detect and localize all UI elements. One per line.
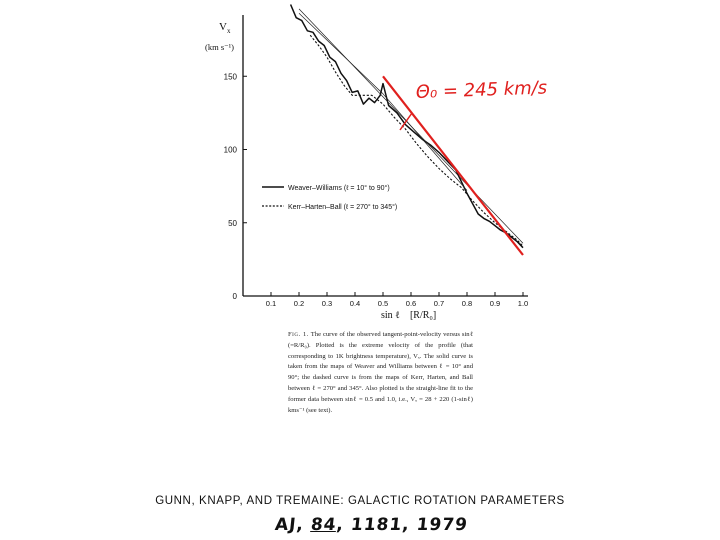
legend-label-weaver-williams: Weaver–Williams (ℓ = 10° to 90°) (288, 185, 390, 192)
reference-rest: , 1181, 1979 (335, 515, 469, 535)
y-tick-label: 50 (228, 218, 237, 228)
journal-reference (274, 515, 469, 535)
x-tick-label: 0.6 (405, 299, 417, 308)
x-tick-label: 0.3 (321, 299, 333, 308)
x-tick-label: 0.8 (461, 299, 473, 308)
y-axis-title: $V_x$ (219, 21, 231, 35)
chart-axes (243, 15, 528, 296)
y-tick-label: 150 (223, 72, 237, 82)
x-tick-label: 0.1 (265, 299, 277, 308)
x-tick-label: 0.9 (489, 299, 501, 308)
series-line-red-4 (383, 76, 523, 255)
figure-label: Fig. 1. (288, 331, 309, 338)
y-tick-label: 0 (232, 292, 237, 301)
legend-label-kerr-harten-ball: Kerr–Harten–Ball (ℓ = 270° to 345°) (288, 204, 398, 211)
chart-legend (262, 184, 397, 211)
x-tick-label: 0.7 (433, 299, 445, 308)
figure-caption (288, 330, 473, 416)
figure-caption-text: The curve of the observed tangent-point-velocity versus sinℓ (=R/R₀). Plotted is the extreme velocity of the profile (that corresponding to 1K brightness temperature), Vₓ. The solid curve is taken from the maps of Weaver and Williams between ℓ = 10° and 90°; the dashed curve is from the maps of Kerr, Harten, and Ball between ℓ = 270° and 345°. Also plotted is the straight-line fit to the former data between sinℓ = 0.5 and 1.0, i.e., Vₓ = 28 + 220 (1-sinℓ) kms⁻¹ (see text). (288, 331, 474, 414)
x-tick-label: 1.0 (517, 299, 529, 308)
x-ticks (266, 292, 528, 308)
x-tick-label: 0.4 (349, 299, 361, 308)
theta-annotation: Θ₀ = 245 km/s (415, 77, 548, 103)
reference-volume: 84 (309, 515, 338, 535)
series-layer (291, 5, 523, 256)
x-tick-label: 0.2 (293, 299, 305, 308)
y-tick-label: 100 (223, 145, 237, 155)
y-axis-unit: (km s⁻¹) (205, 42, 234, 52)
x-tick-label: 0.5 (377, 299, 389, 308)
paper-title: GUNN, KNAPP, AND TREMAINE: GALACTIC ROTATION PARAMETERS (155, 495, 565, 507)
reference-prefix: AJ, (273, 515, 312, 535)
x-axis-title: sin ℓ [R/R₀] (381, 310, 437, 321)
